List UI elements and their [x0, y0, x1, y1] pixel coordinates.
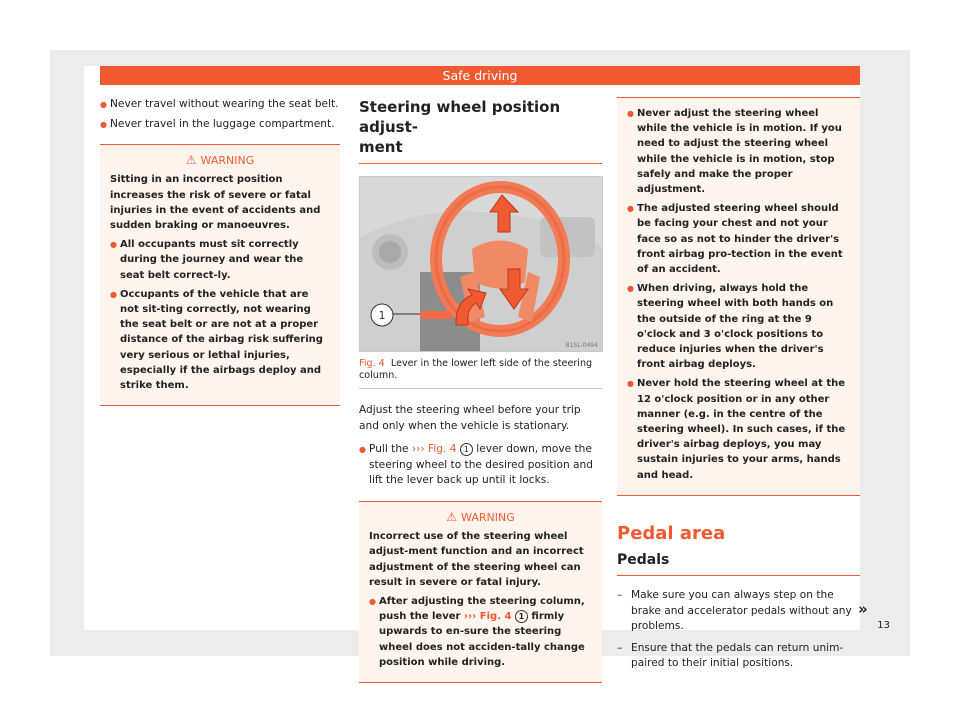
- list-item: ● Never travel in the luggage compartment.: [100, 117, 340, 133]
- warning-box: [100, 144, 340, 406]
- subsection-title: Pedals: [617, 553, 860, 576]
- list-item: – Make sure you can always step on the brake and accelerator pedals without any problems.: [617, 588, 860, 635]
- warning-item: ● All occupants must sit correctly during the journey and wear the seat belt correct-ly.: [110, 237, 330, 283]
- list-item: – Ensure that the pedals can return unim-paired to their initial positions.: [617, 641, 860, 672]
- svg-text:1: 1: [378, 309, 386, 322]
- callout-number: 1: [515, 610, 528, 623]
- figure-caption: Fig. 4 Lever in the lower left side of the steering column.: [359, 358, 593, 381]
- warning-item: ● Occupants of the vehicle that are not sit-ting correctly, not wearing the seat belt or are not at a proper distance of the airbag risk suffering very serious or lethal injuries, especially if the airbags deploy and strike them.: [110, 287, 330, 393]
- section-heading: Steering wheel position adjust- ment: [359, 97, 602, 164]
- warning-intro: Sitting in an incorrect position increases the risk of severe or fatal injuries in the event of accidents and sudden braking or manoeuvres.: [110, 174, 321, 231]
- figure-divider: [359, 388, 602, 389]
- figure-reference-link[interactable]: Fig. 4: [479, 611, 512, 623]
- warning-header: ⚠ WARNING: [185, 153, 255, 168]
- continue-mark: »: [858, 600, 868, 618]
- warning-box: [359, 501, 602, 683]
- figure-reference-link[interactable]: Fig. 4: [428, 443, 457, 456]
- left-column: [100, 97, 340, 406]
- list-item: ● Never travel without wearing the seat belt.: [100, 97, 340, 113]
- section-title: Pedal area: [617, 522, 726, 544]
- step-item: ● Pull the ››› Fig. 4 1 lever down, move the steering wheel to the desired position and lift the lever back up until it locks.: [359, 442, 602, 489]
- warning-item: ● The adjusted steering wheel should be facing your chest and not your face so as not to hinder the driver's front airbag pro-tection in the event of an accident.: [627, 201, 850, 277]
- pedal-list: [617, 588, 860, 672]
- intro-text: Adjust the steering wheel before your trip and only when the vehicle is stationary.: [359, 404, 581, 432]
- warning-item: ● After adjusting the steering column, push the lever ››› Fig. 4 1 firmly upwards to en-sure the steering wheel does not acciden-tally change position while driving.: [369, 594, 592, 670]
- warning-item: ● When driving, always hold the steering wheel with both hands on the outside of the ring at the 9 o'clock and 3 o'clock positions to reduce injuries when the driver's front airbag deploys.: [627, 281, 850, 372]
- callout-number: 1: [460, 443, 473, 456]
- warning-header: ⚠ WARNING: [446, 509, 515, 524]
- right-column: [617, 97, 860, 678]
- warning-triangle-icon: ⚠: [446, 509, 458, 524]
- warning-intro: Incorrect use of the steering wheel adjust-ment function and an incorrect adjustment of the steering wheel can result in severe or fatal injury.: [369, 531, 584, 588]
- warning-item: ● Never adjust the steering wheel while the vehicle is in motion. If you need to adjust the steering wheel while the vehicle is in motion, stop safely and make the proper adjustment.: [627, 106, 850, 197]
- section-header: Safe driving: [100, 66, 860, 85]
- middle-column: [359, 97, 602, 683]
- warning-box-continued: [617, 97, 860, 496]
- steering-wheel-illustration: [360, 177, 602, 351]
- svg-text:B1SL-0494: B1SL-0494: [565, 342, 598, 349]
- page-number: 13: [877, 620, 890, 631]
- warning-item: ● Never hold the steering wheel at the 12 o'clock position or in any other manner (e.g. in the centre of the steering wheel). In such cases, if the driver's airbag deploys, you may sustain injuries to your arms, hands and head.: [627, 376, 850, 482]
- figure-steering-wheel: [359, 176, 603, 352]
- warning-triangle-icon: ⚠: [185, 153, 197, 168]
